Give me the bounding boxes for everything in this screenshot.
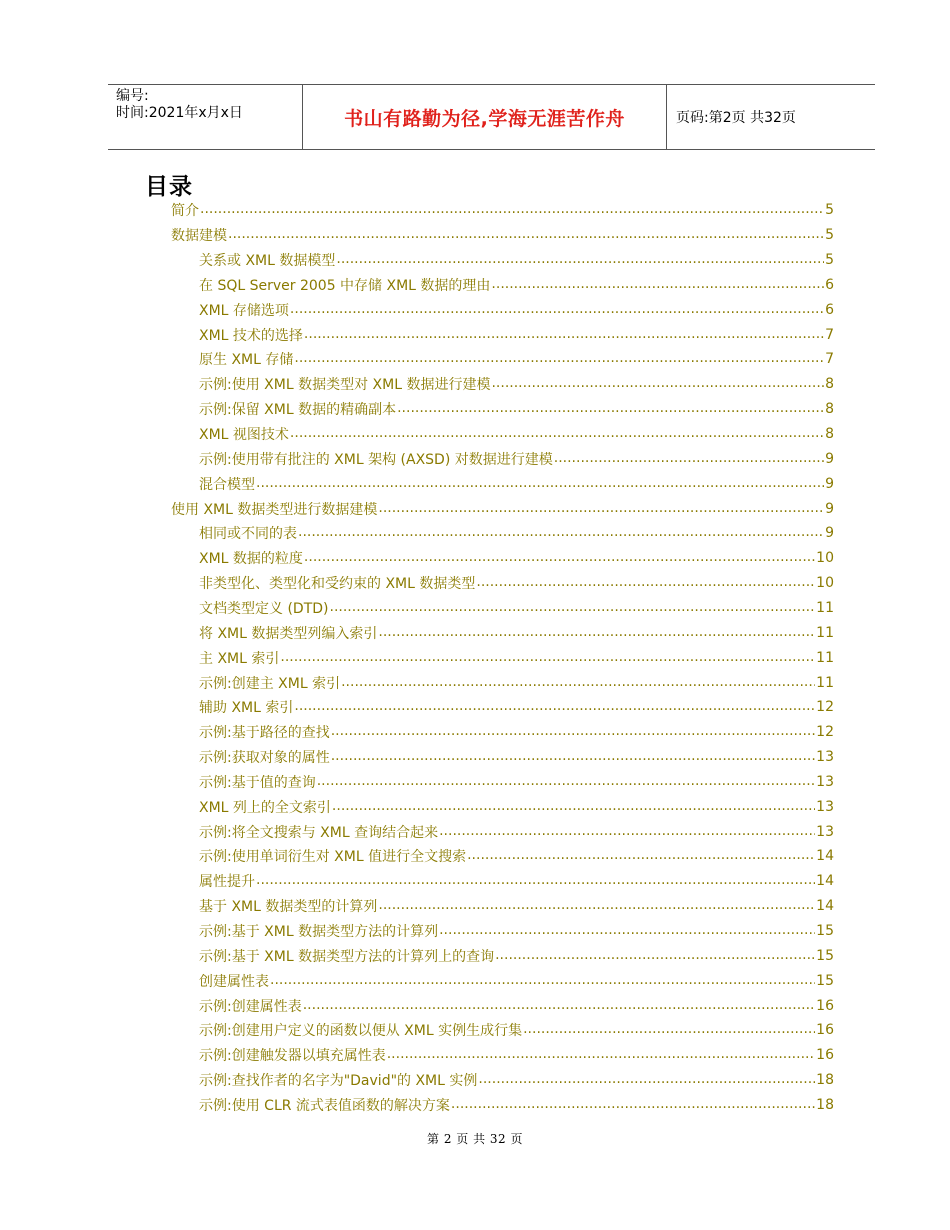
toc-dot-leader: [378, 502, 824, 516]
toc-entry[interactable]: [199, 944, 834, 969]
toc-entry-label[interactable]: 示例:创建属性表: [199, 998, 302, 1015]
toc-entry-page-number[interactable]: 16: [816, 1047, 834, 1064]
toc-entry-label[interactable]: 文档类型定义 (DTD): [199, 600, 329, 617]
toc-dot-leader: [270, 974, 815, 988]
toc-entry-label[interactable]: 使用 XML 数据类型进行数据建模: [171, 501, 378, 518]
toc-entry-label[interactable]: 示例:查找作者的名字为"David"的 XML 实例: [199, 1073, 478, 1090]
toc-dot-leader: [439, 924, 815, 938]
toc-entry-page-number[interactable]: 5: [825, 202, 834, 219]
toc-entry-label[interactable]: 辅助 XML 索引: [199, 700, 294, 717]
toc-entry[interactable]: [199, 869, 834, 894]
toc-entry[interactable]: [199, 1018, 834, 1043]
toc-entry-label[interactable]: 创建属性表: [199, 973, 269, 990]
toc-dot-leader: [303, 999, 815, 1013]
toc-entry-page-number[interactable]: 8: [825, 426, 834, 443]
toc-entry-label[interactable]: 主 XML 索引: [199, 650, 280, 667]
toc-entry-label[interactable]: 示例:基于 XML 数据类型方法的计算列上的查询: [199, 948, 495, 965]
toc-entry-label[interactable]: 关系或 XML 数据模型: [199, 253, 336, 270]
toc-entry-label[interactable]: 示例:基于 XML 数据类型方法的计算列: [199, 924, 439, 941]
toc-dot-leader: [228, 228, 824, 242]
toc-entry[interactable]: [199, 297, 834, 322]
toc-entry-label[interactable]: 示例:使用 XML 数据类型对 XML 数据进行建模: [199, 377, 491, 394]
toc-dot-leader: [387, 1048, 815, 1062]
toc-entry-page-number[interactable]: 7: [825, 351, 834, 368]
toc-dot-leader: [290, 303, 824, 317]
toc-entry-page-number[interactable]: 7: [825, 326, 834, 343]
toc-entry-page-number[interactable]: 10: [816, 550, 834, 567]
document-number-label: 编号:: [116, 88, 149, 104]
toc-entry[interactable]: [199, 397, 834, 422]
toc-entry-label[interactable]: 示例:基于路径的查找: [199, 725, 330, 742]
toc-entry[interactable]: [199, 273, 834, 298]
toc-dot-leader: [290, 427, 824, 441]
toc-entry-label[interactable]: XML 技术的选择: [199, 327, 303, 344]
toc-entry-label[interactable]: 在 SQL Server 2005 中存储 XML 数据的理由: [199, 277, 491, 294]
toc-dot-leader: [330, 601, 816, 615]
toc-dot-leader: [478, 1073, 815, 1087]
toc-entry-label[interactable]: 混合模型: [199, 476, 255, 493]
toc-entry-page-number[interactable]: 9: [825, 450, 834, 467]
toc-entry[interactable]: [199, 819, 834, 844]
toc-entry-page-number[interactable]: 6: [825, 301, 834, 318]
toc-entry-page-number[interactable]: 13: [816, 798, 834, 815]
toc-entry[interactable]: [199, 993, 834, 1018]
toc-dot-leader: [397, 402, 824, 416]
toc-entry-label[interactable]: 示例:创建主 XML 索引: [199, 675, 341, 692]
toc-entry-label[interactable]: 示例:获取对象的属性: [199, 750, 330, 767]
toc-dot-leader: [476, 576, 815, 590]
toc-entry[interactable]: [199, 968, 834, 993]
toc-entry-page-number[interactable]: 11: [816, 599, 834, 616]
toc-dot-leader: [378, 899, 815, 913]
toc-entry[interactable]: [171, 198, 834, 223]
toc-entry-page-number[interactable]: 15: [816, 923, 834, 940]
toc-entry[interactable]: [199, 794, 834, 819]
toc-entry-page-number[interactable]: 10: [816, 575, 834, 592]
toc-entry-label[interactable]: 示例:创建触发器以填充属性表: [199, 1048, 386, 1065]
toc-dot-leader: [491, 377, 824, 391]
header-slogan: 书山有路勤为径,学海无涯苦作舟: [303, 85, 667, 149]
toc-dot-leader: [439, 825, 815, 839]
toc-dot-leader: [317, 775, 815, 789]
header-meta-cell: [108, 85, 303, 149]
toc-entry-label[interactable]: XML 列上的全文索引: [199, 799, 331, 816]
toc-entry[interactable]: [199, 894, 834, 919]
toc-entry[interactable]: [199, 447, 834, 472]
toc-entry-label[interactable]: XML 视图技术: [199, 427, 289, 444]
toc-entry-page-number[interactable]: 15: [816, 972, 834, 989]
toc-entry[interactable]: [199, 372, 834, 397]
toc-entry-page-number[interactable]: 9: [825, 500, 834, 517]
toc-entry-label[interactable]: XML 数据的粒度: [199, 551, 303, 568]
toc-dot-leader: [378, 626, 815, 640]
toc-entry-page-number[interactable]: 14: [816, 873, 834, 890]
toc-entry-page-number[interactable]: 16: [816, 997, 834, 1014]
toc-dot-leader: [280, 651, 815, 665]
toc-entry[interactable]: [199, 770, 834, 795]
toc-entry[interactable]: [199, 745, 834, 770]
toc-entry-page-number[interactable]: 12: [816, 724, 834, 741]
toc-entry-page-number[interactable]: 14: [816, 848, 834, 865]
toc-entry-label[interactable]: 属性提升: [199, 874, 255, 891]
toc-entry[interactable]: [199, 1093, 834, 1118]
toc-entry[interactable]: [199, 422, 834, 447]
toc-entry[interactable]: [199, 248, 834, 273]
toc-entry[interactable]: [199, 670, 834, 695]
toc-entry-label[interactable]: 示例:创建用户定义的函数以便从 XML 实例生成行集: [199, 1023, 523, 1040]
toc-dot-leader: [331, 725, 815, 739]
toc-entry[interactable]: [199, 620, 834, 645]
toc-entry[interactable]: [199, 919, 834, 944]
toc-entry[interactable]: [199, 347, 834, 372]
page-footer: 第 2 页 共 32 页: [427, 1132, 523, 1146]
toc-entry-page-number[interactable]: 15: [816, 947, 834, 964]
toc-entry-page-number[interactable]: 5: [825, 227, 834, 244]
toc-entry-label[interactable]: 示例:保留 XML 数据的精确副本: [199, 402, 397, 419]
toc-entry-label[interactable]: 非类型化、类型化和受约束的 XML 数据类型: [199, 576, 476, 593]
toc-entry[interactable]: [199, 322, 834, 347]
toc-entry-page-number[interactable]: 9: [825, 475, 834, 492]
toc-dot-leader: [523, 1023, 815, 1037]
header-page-label: 页码:第2页 共32页: [676, 110, 796, 126]
toc-dot-leader: [294, 352, 824, 366]
toc-dot-leader: [332, 800, 815, 814]
toc-entry-label[interactable]: XML 存储选项: [199, 302, 289, 319]
toc-entry-label[interactable]: 数据建模: [171, 228, 227, 245]
toc-entry-page-number[interactable]: 13: [816, 823, 834, 840]
toc-entry[interactable]: [199, 471, 834, 496]
toc-dot-leader: [451, 1098, 815, 1112]
toc-dot-leader: [256, 477, 824, 491]
toc-title: 目录: [145, 174, 193, 200]
toc-entry[interactable]: [199, 720, 834, 745]
toc-entry-label[interactable]: 示例:使用单词衍生对 XML 值进行全文搜索: [199, 849, 467, 866]
toc-entry-page-number[interactable]: 16: [816, 1022, 834, 1039]
toc-entry-page-number[interactable]: 8: [825, 401, 834, 418]
toc-entry-label[interactable]: 简介: [171, 203, 199, 220]
toc-dot-leader: [491, 278, 824, 292]
toc-entry[interactable]: [199, 695, 834, 720]
toc-entry-page-number[interactable]: 5: [825, 252, 834, 269]
toc-entry-page-number[interactable]: 18: [816, 1072, 834, 1089]
toc-entry-label[interactable]: 原生 XML 存储: [199, 352, 294, 369]
document-time-label: 时间:2021年x月x日: [116, 105, 243, 121]
toc-entry-page-number[interactable]: 12: [816, 699, 834, 716]
toc-entry[interactable]: [171, 223, 834, 248]
toc-entry-page-number[interactable]: 11: [816, 674, 834, 691]
toc-entry[interactable]: [199, 521, 834, 546]
toc-entry-label[interactable]: 将 XML 数据类型列编入索引: [199, 625, 378, 642]
toc-dot-leader: [298, 526, 824, 540]
toc-entry-page-number[interactable]: 9: [825, 525, 834, 542]
toc-entry[interactable]: [171, 496, 834, 521]
toc-dot-leader: [304, 551, 815, 565]
toc-entry-label[interactable]: 示例:将全文搜索与 XML 查询结合起来: [199, 824, 439, 841]
toc-entry[interactable]: [199, 571, 834, 596]
toc-entry-page-number[interactable]: 13: [816, 773, 834, 790]
toc-entry-label[interactable]: 相同或不同的表: [199, 526, 297, 543]
toc-dot-leader: [467, 849, 815, 863]
toc-entry-page-number[interactable]: 6: [825, 276, 834, 293]
toc-entry-page-number[interactable]: 8: [825, 376, 834, 393]
toc-dot-leader: [495, 949, 815, 963]
toc-entry-label[interactable]: 示例:基于值的查询: [199, 774, 316, 791]
toc-dot-leader: [331, 750, 815, 764]
toc-dot-leader: [200, 203, 824, 217]
toc-entry-label[interactable]: 基于 XML 数据类型的计算列: [199, 899, 378, 916]
toc-entry-label[interactable]: 示例:使用带有批注的 XML 架构 (AXSD) 对数据进行建模: [199, 451, 553, 468]
toc-entry-page-number[interactable]: 18: [816, 1096, 834, 1113]
toc-entry[interactable]: [199, 546, 834, 571]
toc-entry[interactable]: [199, 645, 834, 670]
toc-entry[interactable]: [199, 1043, 834, 1068]
toc-entry-page-number[interactable]: 11: [816, 649, 834, 666]
toc-dot-leader: [304, 328, 824, 342]
toc-entry[interactable]: [199, 596, 834, 621]
toc-dot-leader: [554, 452, 824, 466]
toc-dot-leader: [341, 676, 815, 690]
toc-dot-leader: [294, 700, 815, 714]
toc-entry-page-number[interactable]: 14: [816, 898, 834, 915]
toc-dot-leader: [336, 253, 824, 267]
toc-entry[interactable]: [199, 844, 834, 869]
toc-entry-label[interactable]: 示例:使用 CLR 流式表值函数的解决方案: [199, 1097, 450, 1114]
toc-dot-leader: [256, 874, 815, 888]
toc-entry-page-number[interactable]: 13: [816, 749, 834, 766]
page-header: [108, 84, 875, 150]
toc-entry-page-number[interactable]: 11: [816, 624, 834, 641]
toc-entry[interactable]: [199, 1068, 834, 1093]
